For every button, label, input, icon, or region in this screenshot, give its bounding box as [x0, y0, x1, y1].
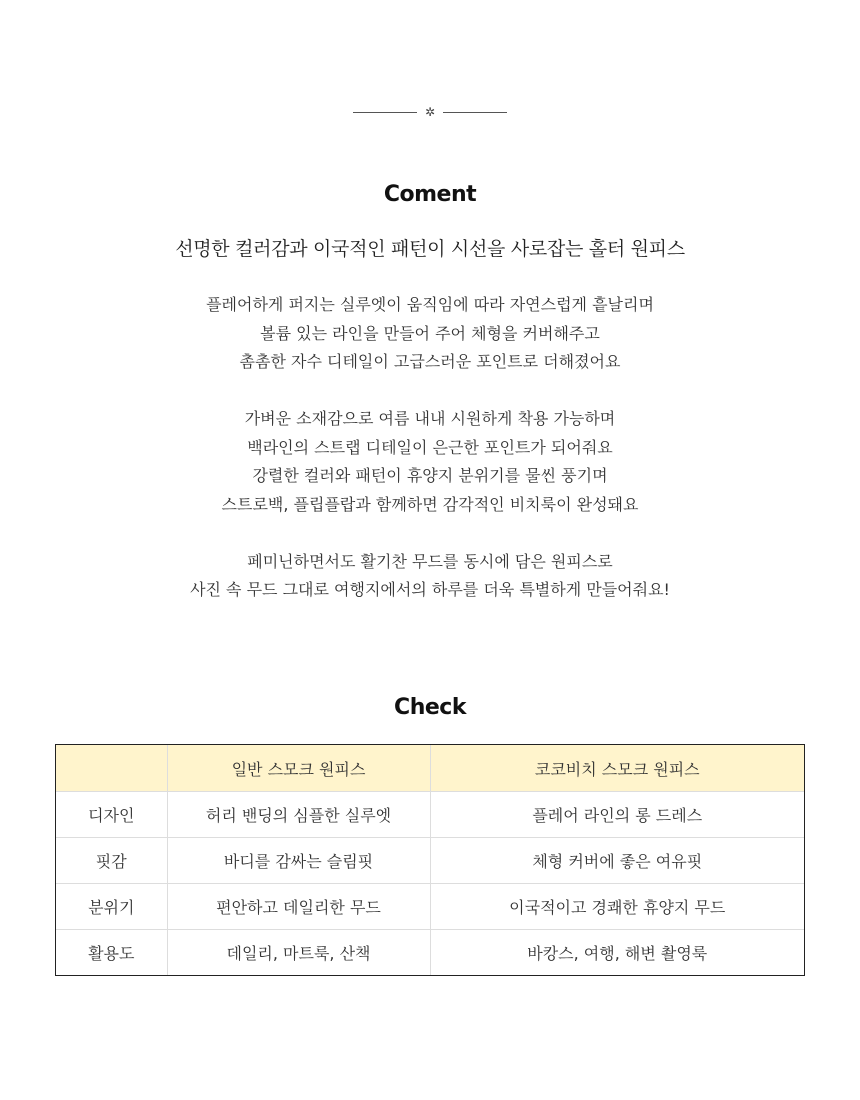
- regular-cell: 허리 밴딩의 심플한 실루엣: [167, 792, 430, 838]
- row-label: 분위기: [56, 884, 167, 930]
- table-row: [56, 838, 804, 884]
- divider-line-left: [353, 112, 417, 113]
- table-row: [56, 930, 804, 976]
- regular-cell: 데일리, 마트룩, 산책: [167, 930, 430, 976]
- star-icon: ✲: [424, 105, 436, 119]
- coment-line: 백라인의 스트랩 디테일이 은근한 포인트가 되어줘요: [247, 437, 613, 457]
- coment-paragraph: [0, 548, 860, 605]
- coment-paragraph: [0, 405, 860, 519]
- table-row: [56, 792, 804, 838]
- coment-line: 볼륨 있는 라인을 만들어 주어 체형을 커버해주고: [260, 323, 600, 343]
- coment-line: 촘촘한 자수 디테일이 고급스러운 포인트로 더해졌어요: [239, 352, 621, 371]
- cocobeach-cell: 바캉스, 여행, 해변 촬영룩: [527, 944, 708, 963]
- row-label: 디자인: [56, 792, 167, 838]
- coment-line: 강렬한 컬러와 패턴이 휴양지 분위기를 물씬 풍기며: [252, 466, 608, 485]
- coment-headline: 선명한 컬러감과 이국적인 패턴이 시선을 사로잡는 홀터 원피스: [175, 238, 685, 260]
- cocobeach-cell: 체형 커버에 좋은 여유핏: [430, 838, 804, 884]
- section-divider: [0, 104, 860, 120]
- coment-line: 스트로백, 플립플랍과 함께하면 감각적인 비치룩이 완성돼요: [221, 494, 639, 514]
- coment-title: Coment: [383, 182, 477, 207]
- table-row: [56, 884, 804, 930]
- coment-line: 사진 속 무드 그대로 여행지에서의 하루를 더욱 특별하게 만들어줘요!: [190, 580, 670, 599]
- regular-cell: 바디를 감싸는 슬림핏: [167, 838, 430, 884]
- row-label: 활용도: [56, 930, 167, 976]
- header-cell-regular: 일반 스모크 원피스: [167, 745, 430, 792]
- divider-line-right: [443, 112, 507, 113]
- regular-cell: 편안하고 데일리한 무드: [167, 884, 430, 930]
- coment-line: 페미닌하면서도 활기찬 무드를 동시에 담은 원피스로: [247, 551, 613, 571]
- coment-body: [0, 291, 860, 633]
- coment-paragraph: [0, 291, 860, 377]
- row-label: 핏감: [56, 838, 167, 884]
- coment-line: 가벼운 소재감으로 여름 내내 시원하게 착용 가능하며: [244, 409, 616, 428]
- table-header-row: [56, 745, 804, 792]
- cocobeach-cell: 플레어 라인의 롱 드레스: [430, 792, 804, 838]
- comparison-table: [56, 745, 804, 975]
- header-cell-cocobeach: 코코비치 스모크 원피스: [430, 745, 804, 792]
- header-cell-empty: [56, 745, 167, 792]
- cocobeach-cell: 이국적이고 경쾌한 휴양지 무드: [430, 884, 804, 930]
- coment-line: 플레어하게 퍼지는 실루엣이 움직임에 따라 자연스럽게 흩날리며: [206, 295, 654, 314]
- check-title: Check: [394, 695, 466, 720]
